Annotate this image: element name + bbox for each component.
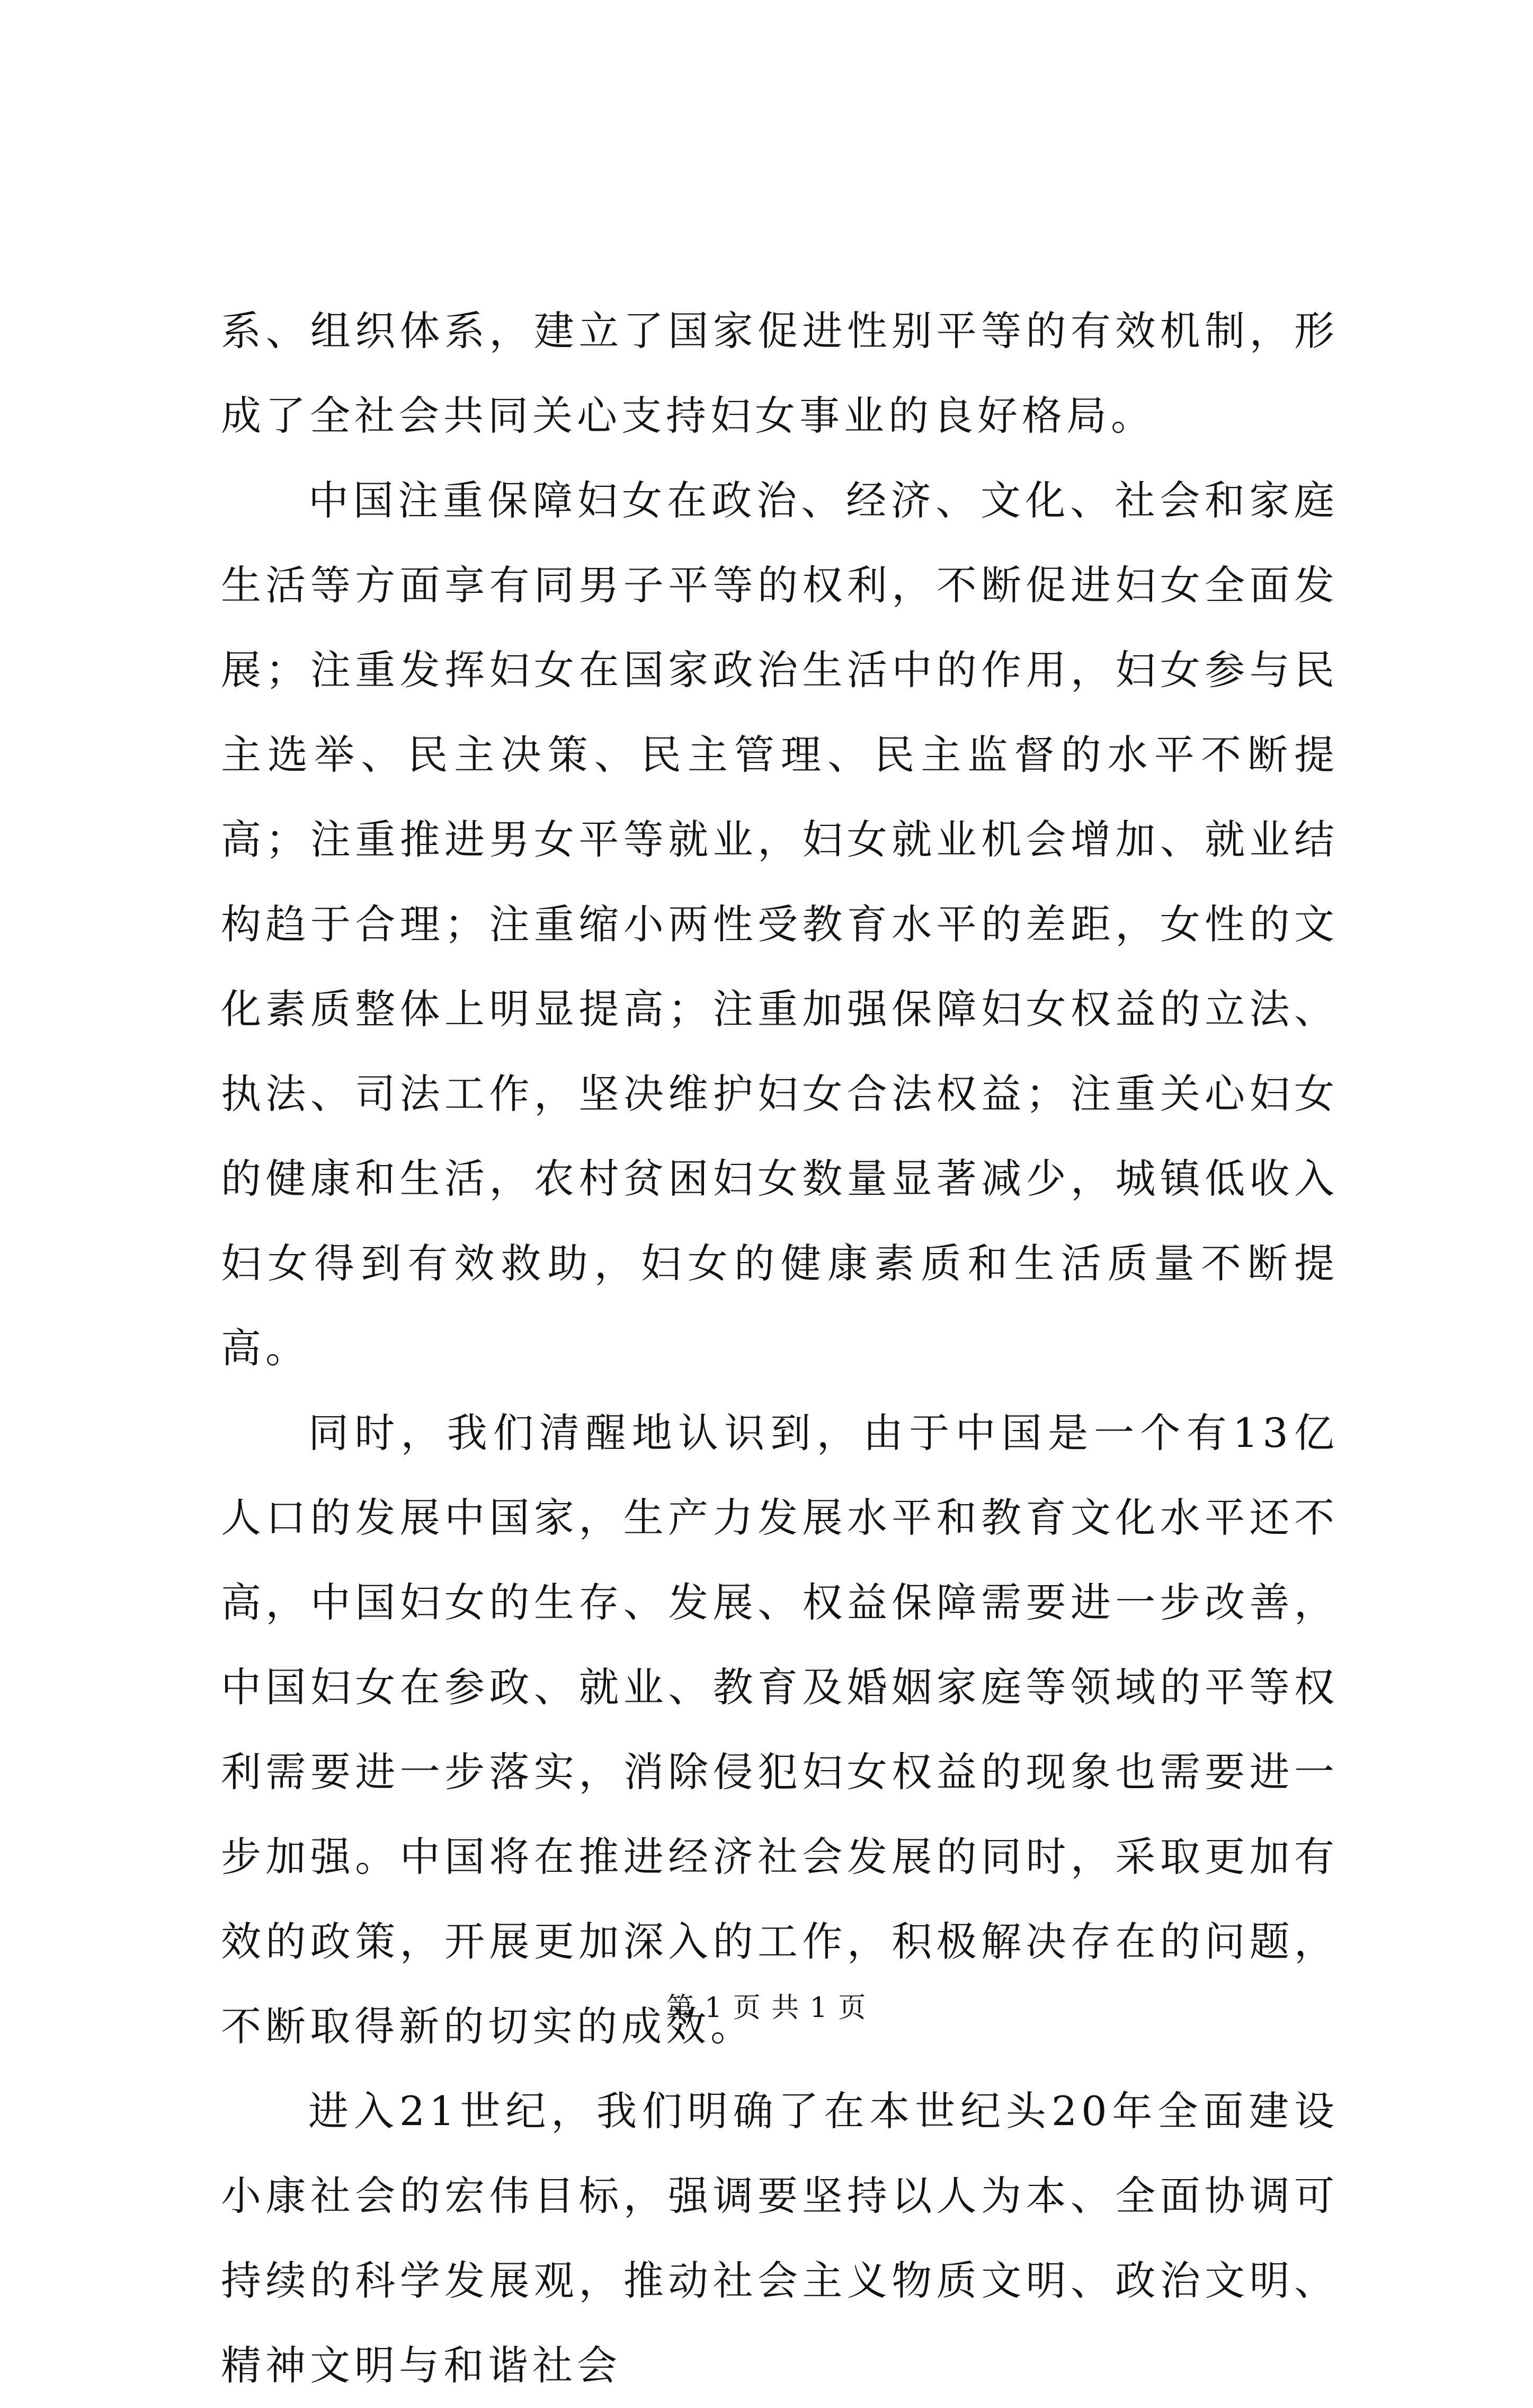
paragraph-2: 中国注重保障妇女在政治、经济、文化、社会和家庭生活等方面享有同男子平等的权利，不断促进妇女全面发展；注重发挥妇女在国家政治生活中的作用，妇女参与民主选举、民主决策、民主管理、民主监督的水平不断提高；注重推进男女平等就业，妇女就业机会增加、就业结构趋于合理；注重缩小两性受教育水平的差距，女性的文化素质整体上明显提高；注重加强保障妇女权益的立法、执法、司法工作，坚决维护妇女合法权益；注重关心妇女的健康和生活，农村贫困妇女数量显著减少，城镇低收入妇女得到有效救助，妇女的健康素质和生活质量不断提高。 <box>221 477 1339 1372</box>
page-footer: 第 1 页 共 1 页 <box>666 1992 867 2024</box>
paragraph-1: 系、组织体系，建立了国家促进性别平等的有效机制，形成了全社会共同关心支持妇女事业的良好格局。 <box>221 307 1339 439</box>
document-body <box>221 289 1339 2408</box>
paragraph-3: 同时，我们清醒地认识到，由于中国是一个有13亿人口的发展中国家，生产力发展水平和教育文化水平还不高，中国妇女的生存、发展、权益保障需要进一步改善，中国妇女在参政、就业、教育及婚姻家庭等领域的平等权利需要进一步落实，消除侵犯妇女权益的现象也需要进一步加强。中国将在推进经济社会发展的同时，采取更加有效的政策，开展更加深入的工作，积极解决存在的问题，不断取得新的切实的成效。 <box>221 1409 1339 2050</box>
paragraph-4: 进入21世纪，我们明确了在本世纪头20年全面建设小康社会的宏伟目标，强调要坚持以人为本、全面协调可持续的科学发展观，推动社会主义物质文明、政治文明、精神文明与和谐社会 <box>221 2087 1339 2389</box>
